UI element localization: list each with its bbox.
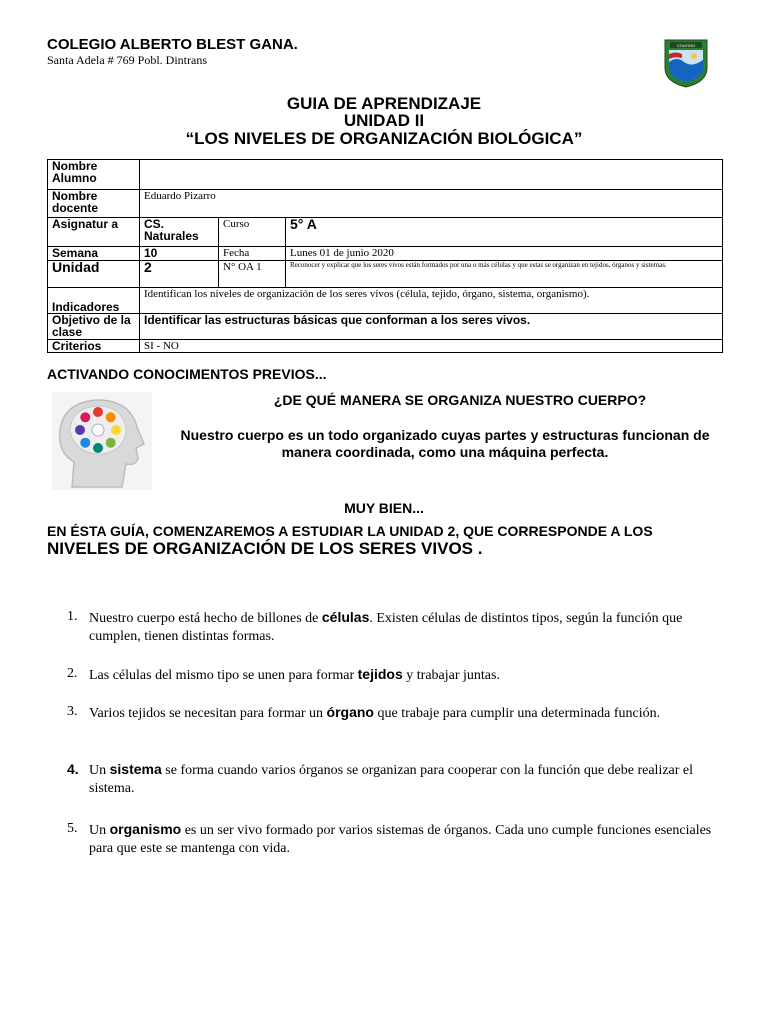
item-text-post: que trabaje para cumplir una determinada función. [373,706,661,721]
table-row [48,261,723,288]
item-text-pre: Las células del mismo tipo se unen para formar [89,668,358,683]
objective-value: Identificar las estructuras básicas que conforman a los seres vivos. [140,314,723,340]
school-name: COLEGIO ALBERTO BLEST GANA. [47,36,298,53]
semana-label: Semana [48,247,140,261]
info-table [47,159,723,353]
intro-paragraph [47,523,727,558]
nombre-docente-label: Nombre docente [48,190,140,218]
oa-description: Reconocer y explicar que los seres vivos están formados por una o más células y que estas se organizan en tejidos, órganos y sistemas. [286,261,723,288]
intro-part2: NIVELES DE ORGANIZACIÓN DE LOS SERES VIVOS . [47,539,483,558]
list-item [47,665,717,685]
item-number: 5. [67,821,78,836]
course-value: 5° A [286,218,723,247]
brain-head-illustration [52,392,152,490]
table-row [48,218,723,247]
item-text-post: se forma cuando varios órganos se organizan para cooperar con la función que debe realizar el sistema. [89,763,694,796]
item-number: 3. [67,704,78,719]
question-heading: ¿DE QUÉ MANERA SE ORGANIZA NUESTRO CUERPO? [273,392,647,408]
list-item [47,608,717,646]
keyword-tejidos: tejidos [357,666,403,682]
item-text-post: es un ser vivo formado por varios sistemas de órganos. Cada uno cumple funciones esenciales para que este se mantenga con vida. [89,823,712,856]
guide-title: GUIA DE APRENDIZAJE [286,94,482,113]
item-text-pre: Varios tejidos se necesitan para formar un [89,706,327,721]
criterios-label: Criterios [48,340,140,353]
item-text-pre: Un [89,763,110,778]
item-number: 2. [67,666,78,681]
keyword-organismo: organismo [109,821,182,837]
unit-title: UNIDAD II [343,111,425,130]
item-text-pre: Nuestro cuerpo está hecho de billones de [89,611,322,626]
subject-value: CS. Naturales [140,218,219,247]
list-item [47,703,717,723]
indicadores-label: Indicadores [48,288,140,314]
nombre-alumno-label: Nombre Alumno [48,160,140,190]
item-text-post: y trabajar juntas. [402,668,500,683]
unidad-label: Unidad [48,261,140,288]
oa-label: N° OA 1 [219,261,286,288]
muy-bien-text: MUY BIEN... [344,500,424,516]
item-number: 4. [67,761,79,777]
curso-label: Curso [219,218,286,247]
teacher-name: Eduardo Pizarro [140,190,723,218]
table-row [48,160,723,190]
table-row [48,190,723,218]
date-value: Lunes 01 de junio 2020 [286,247,723,261]
list-item [47,760,717,798]
school-address: Santa Adela # 769 Pobl. Dintrans [47,53,207,67]
list-item [47,820,717,858]
week-value: 10 [140,247,219,261]
objetivo-label: Objetivo de la clase [48,314,140,340]
fecha-label: Fecha [219,247,286,261]
statement-text: Nuestro cuerpo es un todo organizado cuyas partes y estructuras funcionan de manera coordinada, como una máquina perfecta. [180,427,710,460]
keyword-celulas: células [321,609,370,625]
item-number: 1. [67,609,78,624]
student-name-field[interactable] [140,160,723,190]
keyword-organo: órgano [326,704,374,720]
indicators-value: Identifican los niveles de organización de los seres vivos (célula, tejido, órgano, sistema, organismo). [140,288,723,314]
table-row [48,288,723,314]
school-crest-logo [662,38,710,88]
unit-value: 2 [140,261,219,288]
svg-text:COLEGIO: COLEGIO [676,43,696,48]
criteria-value: SI - NO [140,340,723,353]
table-row [48,340,723,353]
item-text-post: . Existen células de distintos tipos, según la función que cumplen, tienen distintas formas. [89,611,683,644]
asignatura-label: Asignatur a [48,218,140,247]
section-heading: ACTIVANDO CONOCIMENTOS PREVIOS... [47,366,327,382]
item-text-pre: Un [89,823,110,838]
intro-part1: EN ÉSTA GUÍA, COMENZAREMOS A ESTUDIAR LA UNIDAD 2, QUE CORRESPONDE A LOS [47,523,653,539]
table-row [48,314,723,340]
topic-title: “LOS NIVELES DE ORGANIZACIÓN BIOLÓGICA” [185,129,583,148]
keyword-sistema: sistema [109,761,162,777]
